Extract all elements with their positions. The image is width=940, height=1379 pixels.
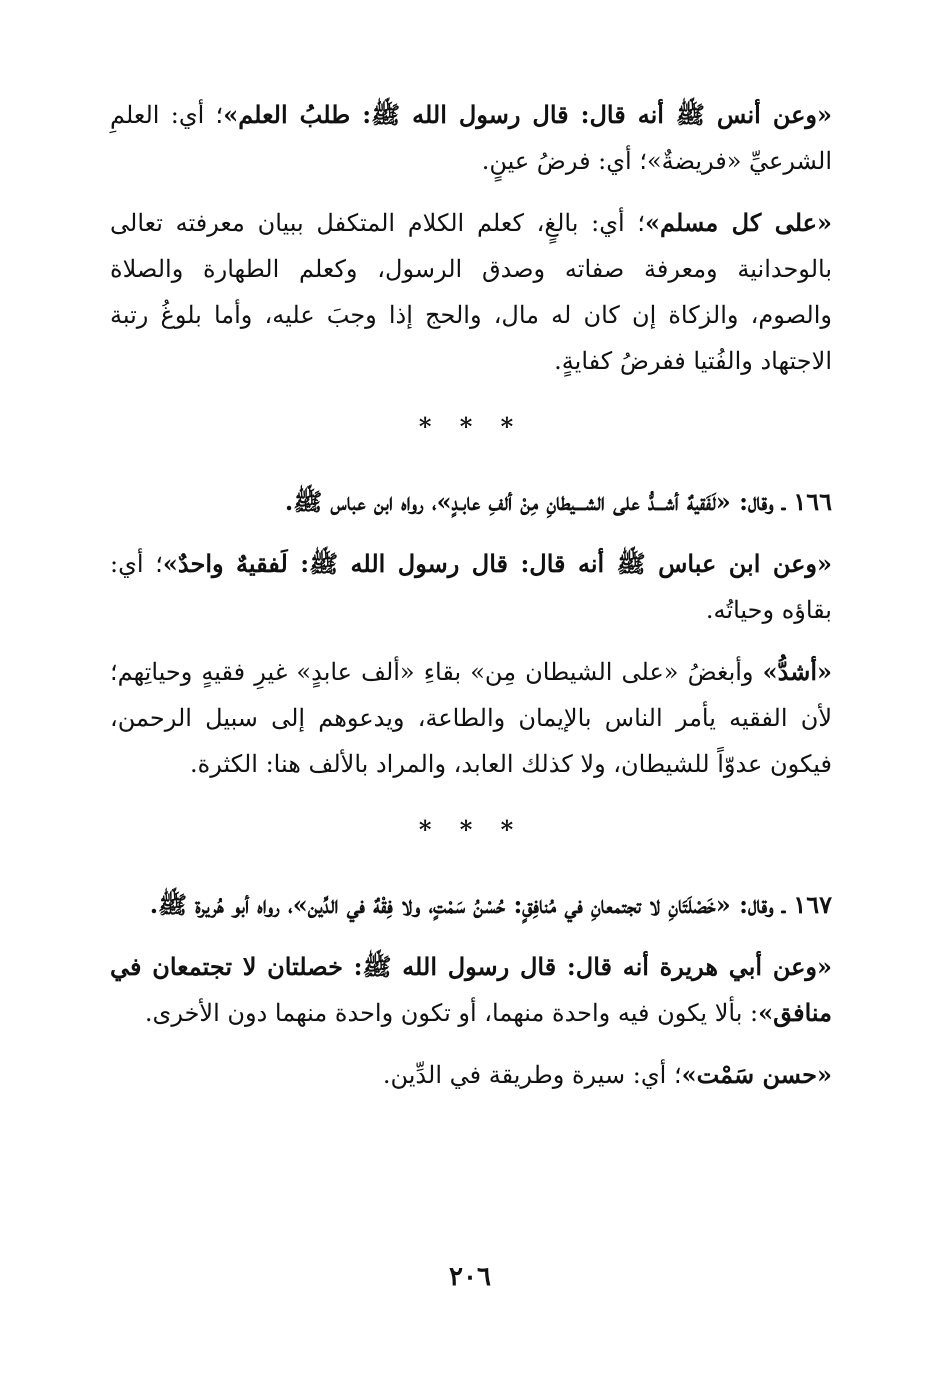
hadith-167: ١٦٧ ـ وقال: «خَصْلَتَانِ لا تجتمعانِ في مُنافِقٍ: حُسْنُ سَمْتٍ، ولا فِقْهٌ في الدِّين»، رواه أبو هُريرة ﷺ. [149, 890, 832, 919]
paragraph-ala-kulli-muslim [110, 200, 832, 384]
paragraph-abu-hurayra [110, 944, 832, 1036]
paragraph-lead: «حسن سَمْت» [681, 1060, 832, 1089]
paragraph-text: ؛ أي: بقاؤه وحياتُه. [110, 550, 832, 624]
page-body [110, 92, 832, 1114]
paragraph-lead: «أشدُّ» [762, 657, 832, 686]
paragraph-text: وأبغضُ «على الشيطان مِن» بقاءِ «ألف عابدٍ» غيرِ فقيهٍ وحياتِهم؛ لأن الفقيه يأمر الناس بالإيمان والطاعة، ويدعوهم إلى سبيل الرحمن، فيكون عدوّاً للشيطان، ولا كذلك العابد، والمراد بالألف هنا: الكثرة. [110, 658, 832, 778]
paragraph-lead: «على كل مسلم» [645, 208, 833, 237]
paragraph-lead: «وعن ابن عباس ﷺ أنه قال: قال رسول الله ﷺ: لَفقيهٌ واحدٌ» [162, 549, 833, 578]
page-number: ٢٠٦ [449, 1262, 491, 1292]
paragraph-lead: «وعن أبي هريرة أنه قال: قال رسول الله ﷺ: خصلتان لا تجتمعان في منافق» [110, 952, 832, 1027]
paragraph-anas-hadith [110, 92, 832, 184]
section-separator: * * * [418, 815, 524, 844]
hadith-166: ١٦٦ ـ وقال: «لَفَقيهٌ أشـــدُّ على الشـــيطانِ مِنْ ألفِ عابـدٍ»، رواه ابن عباس ﷺ. [284, 487, 832, 516]
paragraph-text: ؛ أي: العلمِ الشرعيِّ «فريضةٌ»؛ أي: فرضُ عينٍ. [110, 101, 832, 175]
section-separator: * * * [418, 412, 524, 441]
paragraph-ashaddu [110, 649, 832, 787]
paragraph-text: ؛ أي: سيرة وطريقة في الدِّين. [382, 1061, 682, 1089]
paragraph-text: ؛ أي: بالغٍ، كعلم الكلام المتكفل ببيان معرفته تعالى بالوحدانية ومعرفة صفاته وصدق الرسول، وكعلم الطهارة والصلاة والصوم، والزكاة إن كان له مال، والحج إذا وجبَ عليه، وأما بلوغُ رتبة الاجتهاد والفُتيا ففرضُ كفايةٍ. [110, 209, 833, 375]
paragraph-lead: «وعن أنس ﷺ أنه قال: قال رسول الله ﷺ: طلبُ العلم» [223, 100, 833, 129]
paragraph-husn-samt [110, 1052, 832, 1098]
paragraph-ibn-abbas [110, 541, 832, 633]
paragraph-text: : بألا يكون فيه واحدة منهما، أو تكون واحدة منهما دون الأخرى. [144, 999, 759, 1027]
